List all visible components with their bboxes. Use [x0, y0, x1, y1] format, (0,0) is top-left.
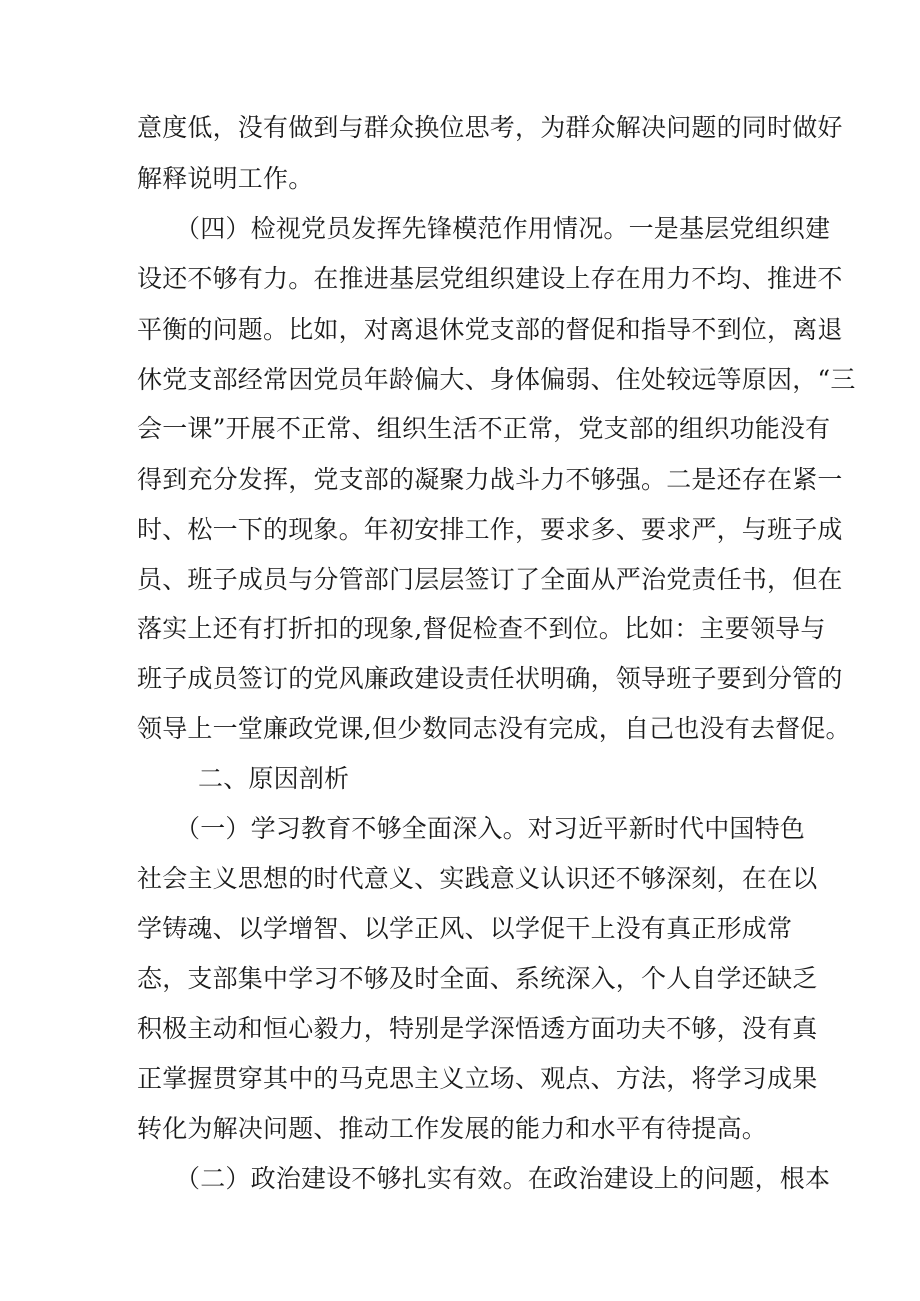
- paragraph-line: 员、班子成员与分管部门层层签订了全面从严治党责任书，但在: [137, 565, 843, 594]
- section-heading: 二、原因剖析: [198, 764, 350, 793]
- paragraph-line: 转化为解决问题、推动工作发展的能力和水平有待提高。: [137, 1114, 768, 1143]
- paragraph-line: 班子成员签订的党风廉政建设责任状明确，领导班子要到分管的: [137, 664, 843, 693]
- paragraph-line: （一）学习教育不够全面深入。对习近平新时代中国特色: [175, 814, 806, 843]
- paragraph-line: 休党支部经常因党员年龄偏大、身体偏弱、住处较远等原因，“三: [137, 365, 856, 394]
- paragraph-line: 领导上一堂廉政党课,但少数同志没有完成，自己也没有去督促。: [137, 714, 851, 743]
- paragraph-line: 设还不够有力。在推进基层党组织建设上存在用力不均、推进不: [137, 264, 843, 293]
- paragraph-line: 积极主动和恒心毅力，特别是学深悟透方面功夫不够，没有真: [137, 1014, 818, 1043]
- paragraph-line: 解释说明工作。: [137, 164, 314, 193]
- paragraph-line: 落实上还有打折扣的现象,督促检查不到位。比如：主要领导与: [137, 614, 826, 643]
- paragraph-line: （四）检视党员发挥先锋模范作用情况。一是基层党组织建: [175, 214, 831, 243]
- paragraph-line: 正掌握贯穿其中的马克思主义立场、观点、方法，将学习成果: [137, 1064, 818, 1093]
- paragraph-line: 时、松一下的现象。年初安排工作，要求多、要求严，与班子成: [137, 515, 843, 544]
- paragraph-line: 态，支部集中学习不够及时全面、系统深入，个人自学还缺乏: [137, 964, 818, 993]
- paragraph-line: （二）政治建设不够扎实有效。在政治建设上的问题，根本: [175, 1164, 831, 1193]
- paragraph-line: 社会主义思想的时代意义、实践意义认识还不够深刻，在在以: [137, 864, 818, 893]
- paragraph-line: 意度低，没有做到与群众换位思考，为群众解决问题的同时做好: [137, 113, 843, 142]
- paragraph-line: 会一课”开展不正常、组织生活不正常，党支部的组织功能没有: [137, 414, 831, 443]
- paragraph-line: 平衡的问题。比如，对离退休党支部的督促和指导不到位，离退: [137, 315, 843, 344]
- paragraph-line: 学铸魂、以学增智、以学正风、以学促干上没有真正形成常: [137, 914, 793, 943]
- paragraph-line: 得到充分发挥，党支部的凝聚力战斗力不够强。二是还存在紧一: [137, 465, 843, 494]
